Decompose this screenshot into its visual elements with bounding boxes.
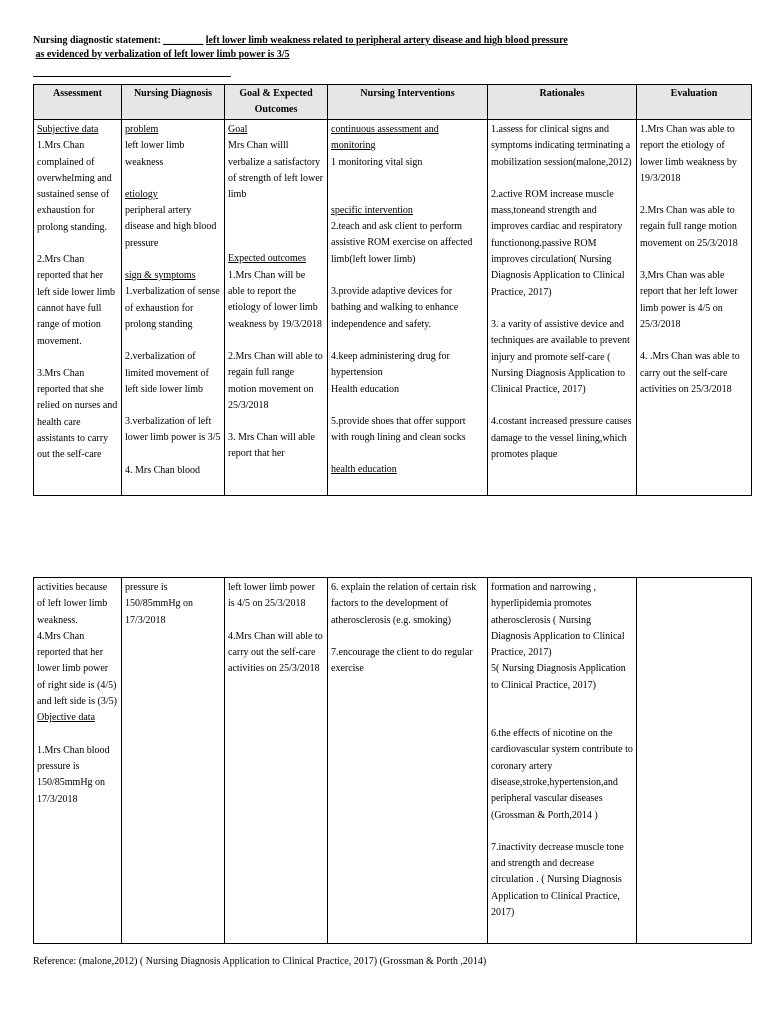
paragraph-spacer — [331, 398, 484, 414]
col-header-rationales: Rationales — [488, 85, 637, 120]
paragraph-spacer — [331, 446, 484, 462]
statement-line-1 — [33, 34, 733, 48]
cell-paragraph: 3.Mrs Chan reported that she relied on nurses and health care assistants to carry out the self-care — [37, 367, 118, 461]
col-header-evaluation: Evaluation — [637, 85, 752, 120]
paragraph-spacer — [228, 203, 324, 219]
paragraph-spacer — [125, 171, 221, 187]
paragraph-spacer — [228, 333, 324, 349]
cell-paragraph: 1 monitoring vital sign — [331, 156, 423, 168]
paragraph-spacer — [125, 252, 221, 268]
cell-paragraph: peripheral artery disease and high blood pressure — [125, 205, 217, 249]
paragraph-spacer — [491, 824, 633, 840]
cell-paragraph: 5( Nursing Diagnosis Application to Clinical Practice, 2017) — [491, 663, 626, 691]
cell-paragraph: 2.Mrs Chan will able to regain full range motion movement on 25/3/2018 — [228, 350, 323, 411]
cell-paragraph: 7.inactivity decrease muscle tone and strength and decrease circulation . ( Nursing Diagnosis Application to Clinical Practice, 2017) — [491, 841, 624, 919]
section-heading: etiology — [125, 188, 158, 200]
section-heading: Objective data — [37, 712, 96, 724]
cell-paragraph: 3.provide adaptive devices for bathing and walking to enhance independence and safety. — [331, 286, 459, 330]
evaluation-cell — [637, 120, 752, 496]
cell-paragraph: formation and narrowing , hyperlipidemia promotes atherosclerosis ( Nursing Diagnosis Application to Clinical Practice, 2017) — [491, 582, 625, 659]
header-rule — [33, 76, 231, 77]
cell-paragraph: 1.Mrs Chan was able to report the etiology of lower limb weakness by 19/3/2018 — [640, 124, 737, 184]
diagnostic-statement — [33, 34, 733, 62]
paragraph-spacer — [491, 710, 633, 726]
diagnosis-cell — [122, 120, 225, 496]
table-row — [34, 578, 752, 944]
cell-paragraph: pressure is 150/85mmHg on 17/3/2018 — [125, 582, 194, 626]
assessment-cell — [34, 120, 122, 496]
cell-paragraph: 3.verbalization of left lower limb power is 3/5 — [125, 416, 221, 444]
cell-paragraph: 4. Mrs Chan blood — [125, 464, 200, 476]
cell-paragraph: 2.Mrs Chan reported that her left side lower limb cannot have full range of motion movement. — [37, 254, 116, 347]
paragraph-spacer — [491, 301, 633, 317]
paragraph-spacer — [125, 333, 221, 349]
section-heading: Goal — [228, 124, 248, 135]
cell-paragraph: 1.Mrs Chan will be able to report the etiology of lower limb weakness by 19/3/2018 — [228, 269, 322, 330]
statement-line-2 — [33, 48, 733, 62]
paragraph-spacer — [228, 414, 324, 430]
paragraph-spacer — [331, 268, 484, 284]
section-heading: continuous assessment and monitoring — [331, 124, 439, 152]
paragraph-spacer — [331, 629, 484, 645]
cell-paragraph: 2.verbalization of limited movement of left side lower limb — [125, 351, 209, 395]
cell-paragraph: 3. a varity of assistive device and techniques are available to prevent injury and promote self-care ( Nursing Diagnosis Application to Clinical Practice, 2017) — [491, 318, 630, 396]
goal-cell — [225, 578, 328, 944]
paragraph-spacer — [125, 447, 221, 463]
rationales-cell — [488, 578, 637, 944]
cell-paragraph: 6. explain the relation of certain risk factors to the development of atherosclerosis (e.g. smoking) — [331, 582, 477, 626]
cell-paragraph: 2.teach and ask client to perform assistive ROM exercise on affected limb(left lower limb) — [331, 221, 473, 265]
paragraph-spacer — [491, 694, 633, 710]
paragraph-spacer — [228, 219, 324, 235]
section-heading: problem — [125, 124, 159, 135]
statement-label: Nursing diagnostic statement: — [33, 35, 161, 46]
statement-text-2: as evidenced by verbalization of left lower limb power is 3/5 — [35, 49, 290, 60]
cell-paragraph: 5.provide shoes that offer support with rough lining and clean socks — [331, 415, 466, 444]
cell-paragraph: 3,Mrs Chan was able report that her left lower limb power is 4/5 on 25/3/2018 — [640, 270, 738, 330]
paragraph-spacer — [125, 398, 221, 414]
cell-paragraph: 4.Mrs Chan will able to carry out the self-care activities on 25/3/2018 — [228, 630, 323, 675]
section-heading: sign & symptoms — [125, 270, 196, 282]
cell-paragraph: activities because of left lower limb weakness. — [37, 582, 108, 626]
col-header-assessment: Assessment — [34, 85, 122, 120]
section-heading: specific intervention — [331, 204, 413, 216]
statement-blank: ________ — [163, 35, 204, 46]
paragraph-spacer — [491, 171, 633, 187]
evaluation-cell — [637, 578, 752, 944]
cell-paragraph: 1.assess for clinical signs and symptoms indicating terminating a mobilization session(malone,2012) — [491, 124, 632, 168]
col-header-interventions: Nursing Interventions — [328, 85, 488, 120]
diagnosis-cell — [122, 578, 225, 944]
col-header-diagnosis: Nursing Diagnosis — [122, 85, 225, 120]
cell-paragraph: 4.Mrs Chan reported that her lower limb power of right side is (4/5) and left side is (3/5) — [37, 630, 117, 708]
cell-paragraph: 1.Mrs Chan blood pressure is 150/85mmHg on 17/3/2018 — [37, 744, 110, 805]
care-plan-table-page-1 — [33, 84, 752, 496]
cell-paragraph: 2.active ROM increase muscle mass,toneand strength and improves cardiac and respiratory functionong.passive ROM improves circulation( Nursing Diagnosis Application to Clinical Practice, 2017) — [491, 188, 625, 298]
paragraph-spacer — [331, 187, 484, 203]
paragraph-spacer — [37, 727, 118, 743]
statement-text-1: left lower limb weakness related to peripheral artery disease and high blood pressure — [205, 35, 568, 46]
cell-paragraph: left lower limb power is 4/5 on 25/3/2018 — [228, 582, 315, 610]
assessment-cell — [34, 578, 122, 944]
paragraph-spacer — [228, 613, 324, 629]
cell-paragraph: 4.keep administering drug for hypertension — [331, 350, 450, 379]
paragraph-spacer — [491, 398, 633, 414]
cell-paragraph: 7.encourage the client to do regular exercise — [331, 646, 473, 675]
paragraph-spacer — [640, 252, 748, 268]
table-row — [34, 120, 752, 496]
cell-paragraph: 1.Mrs Chan complained of overwhelming and sustained sense of exhaustion for prolong standing. — [37, 140, 112, 233]
col-header-goal: Goal & Expected Outcomes — [225, 85, 328, 120]
paragraph-spacer — [640, 333, 748, 349]
cell-paragraph: 3. Mrs Chan will able report that her — [228, 432, 315, 460]
cell-paragraph: Mrs Chan willl verbalize a satisfactory of strength of left lower limb — [228, 140, 323, 201]
cell-paragraph: Health education — [331, 383, 400, 395]
table-header-row — [34, 85, 752, 120]
paragraph-spacer — [640, 187, 748, 203]
interventions-cell — [328, 578, 488, 944]
goal-cell — [225, 120, 328, 496]
interventions-cell — [328, 120, 488, 496]
paragraph-spacer — [228, 235, 324, 251]
cell-paragraph: 1.verbalization of sense of exhaustion for prolong standing — [125, 286, 220, 330]
reference-line: Reference: (malone,2012) ( Nursing Diagnosis Application to Clinical Practice, 2017) (Grossman & Porth ,2014) — [33, 956, 487, 967]
cell-paragraph: left lower limb weakness — [125, 140, 185, 168]
section-heading: health education — [331, 464, 397, 476]
paragraph-spacer — [37, 350, 118, 366]
cell-paragraph: 4.costant increased pressure causes damage to the vessel lining,which promotes plaque — [491, 416, 632, 461]
paragraph-spacer — [37, 236, 118, 252]
paragraph-spacer — [331, 333, 484, 349]
section-heading: Subjective data — [37, 124, 99, 135]
cell-paragraph: 6.the effects of nicotine on the cardiovascular system contribute to coronary artery disease,stroke,hypertension,and peripheral vascular diseases (Grossman & Porth,2014 ) — [491, 728, 633, 821]
cell-paragraph: 2.Mrs Chan was able to regain full range motion movement on 25/3/2018 — [640, 205, 738, 249]
section-heading: Expected outcomes — [228, 253, 307, 265]
rationales-cell — [488, 120, 637, 496]
cell-paragraph: 4. .Mrs Chan was able to carry out the self-care activities on 25/3/2018 — [640, 351, 740, 395]
paragraph-spacer — [331, 171, 484, 187]
care-plan-table-page-2 — [33, 577, 752, 944]
